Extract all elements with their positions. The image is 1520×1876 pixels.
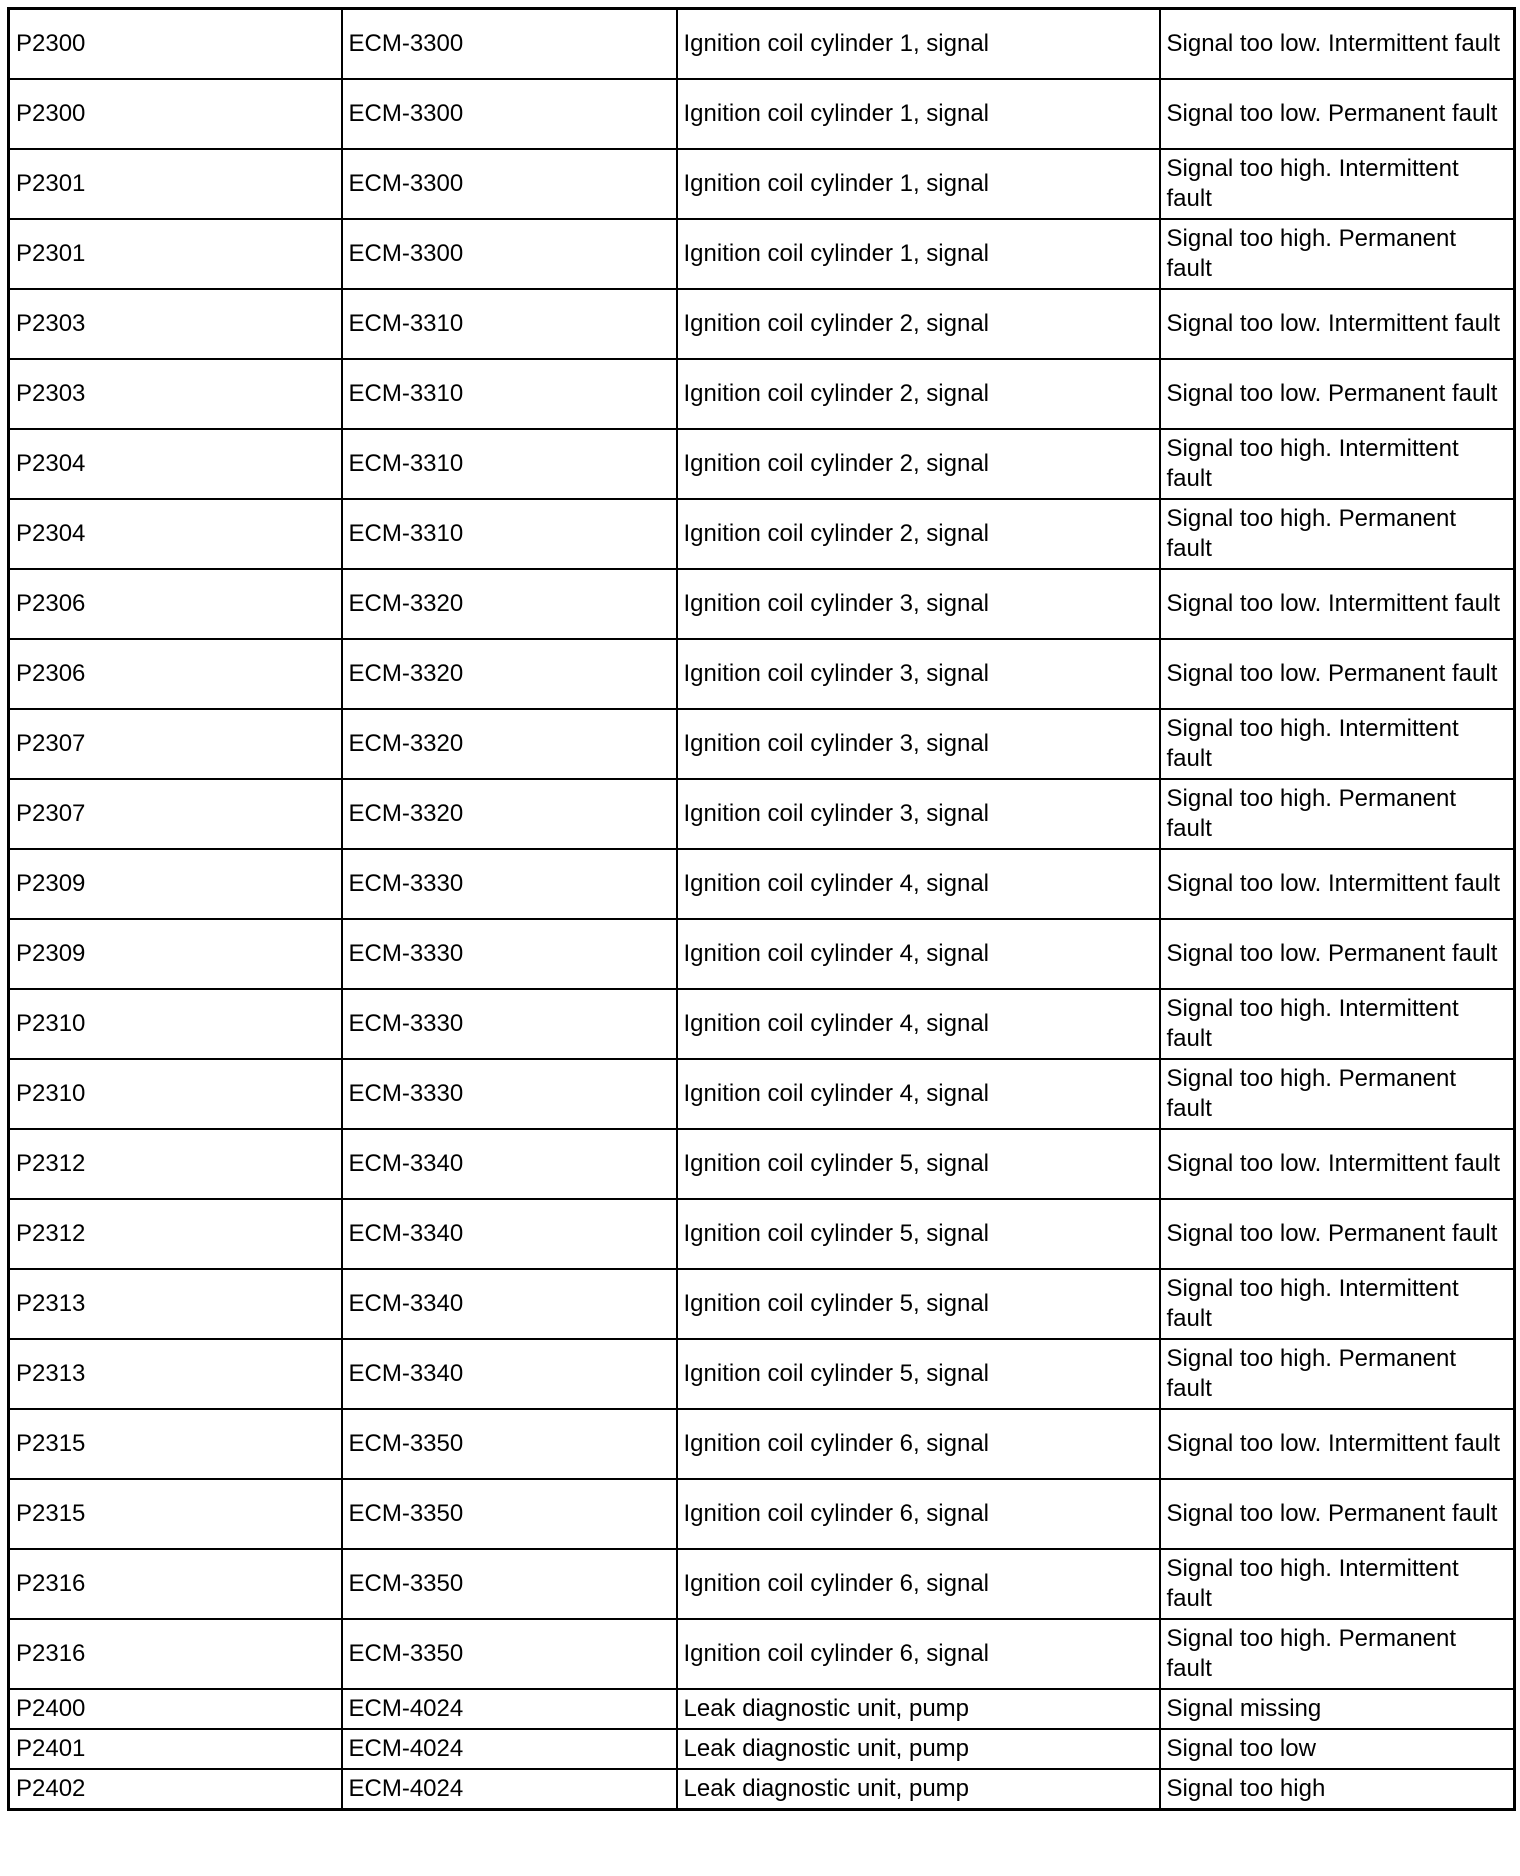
dtc-code-cell: P2312 bbox=[9, 1129, 342, 1199]
fault-description-cell: Signal too high. Intermittent fault bbox=[1160, 429, 1515, 499]
fault-description-cell: Signal too high. Permanent fault bbox=[1160, 1339, 1515, 1409]
component-cell: Ignition coil cylinder 4, signal bbox=[677, 849, 1160, 919]
dtc-code-cell: P2301 bbox=[9, 149, 342, 219]
component-cell: Ignition coil cylinder 6, signal bbox=[677, 1619, 1160, 1689]
table-row bbox=[9, 1269, 1515, 1339]
dtc-code-cell: P2313 bbox=[9, 1339, 342, 1409]
ecm-code-cell: ECM-3300 bbox=[342, 9, 677, 80]
table-row bbox=[9, 709, 1515, 779]
table-row bbox=[9, 1729, 1515, 1769]
table-row bbox=[9, 1769, 1515, 1810]
ecm-code-cell: ECM-3340 bbox=[342, 1199, 677, 1269]
ecm-code-cell: ECM-3300 bbox=[342, 219, 677, 289]
table-row bbox=[9, 639, 1515, 709]
table-row bbox=[9, 499, 1515, 569]
table-row bbox=[9, 1199, 1515, 1269]
ecm-code-cell: ECM-3300 bbox=[342, 149, 677, 219]
component-cell: Ignition coil cylinder 5, signal bbox=[677, 1339, 1160, 1409]
dtc-code-cell: P2312 bbox=[9, 1199, 342, 1269]
dtc-code-cell: P2307 bbox=[9, 709, 342, 779]
fault-description-cell: Signal too high. Permanent fault bbox=[1160, 1059, 1515, 1129]
ecm-code-cell: ECM-3340 bbox=[342, 1129, 677, 1199]
fault-description-cell: Signal too low. Intermittent fault bbox=[1160, 1409, 1515, 1479]
ecm-code-cell: ECM-3350 bbox=[342, 1549, 677, 1619]
fault-description-cell: Signal too low. Permanent fault bbox=[1160, 1199, 1515, 1269]
table-row bbox=[9, 1619, 1515, 1689]
ecm-code-cell: ECM-3310 bbox=[342, 429, 677, 499]
dtc-code-cell: P2307 bbox=[9, 779, 342, 849]
fault-description-cell: Signal too high. Intermittent fault bbox=[1160, 1549, 1515, 1619]
fault-description-cell: Signal too high. Permanent fault bbox=[1160, 1619, 1515, 1689]
dtc-code-cell: P2309 bbox=[9, 919, 342, 989]
table-row bbox=[9, 849, 1515, 919]
component-cell: Ignition coil cylinder 3, signal bbox=[677, 709, 1160, 779]
ecm-code-cell: ECM-4024 bbox=[342, 1729, 677, 1769]
ecm-code-cell: ECM-3300 bbox=[342, 79, 677, 149]
table-row bbox=[9, 1549, 1515, 1619]
component-cell: Leak diagnostic unit, pump bbox=[677, 1689, 1160, 1729]
ecm-code-cell: ECM-3310 bbox=[342, 289, 677, 359]
ecm-code-cell: ECM-3320 bbox=[342, 569, 677, 639]
fault-description-cell: Signal too low. Permanent fault bbox=[1160, 79, 1515, 149]
dtc-code-cell: P2309 bbox=[9, 849, 342, 919]
ecm-code-cell: ECM-3330 bbox=[342, 1059, 677, 1129]
table-row bbox=[9, 919, 1515, 989]
table-row bbox=[9, 219, 1515, 289]
ecm-code-cell: ECM-3310 bbox=[342, 359, 677, 429]
ecm-code-cell: ECM-3320 bbox=[342, 709, 677, 779]
table-row bbox=[9, 79, 1515, 149]
table-row bbox=[9, 989, 1515, 1059]
fault-description-cell: Signal too low. Intermittent fault bbox=[1160, 849, 1515, 919]
component-cell: Ignition coil cylinder 5, signal bbox=[677, 1199, 1160, 1269]
table-row bbox=[9, 429, 1515, 499]
table-row bbox=[9, 289, 1515, 359]
component-cell: Ignition coil cylinder 2, signal bbox=[677, 429, 1160, 499]
fault-description-cell: Signal too low bbox=[1160, 1729, 1515, 1769]
fault-description-cell: Signal too low. Intermittent fault bbox=[1160, 1129, 1515, 1199]
component-cell: Ignition coil cylinder 2, signal bbox=[677, 289, 1160, 359]
fault-description-cell: Signal too high. Permanent fault bbox=[1160, 779, 1515, 849]
component-cell: Leak diagnostic unit, pump bbox=[677, 1729, 1160, 1769]
component-cell: Ignition coil cylinder 3, signal bbox=[677, 639, 1160, 709]
ecm-code-cell: ECM-3320 bbox=[342, 779, 677, 849]
dtc-code-cell: P2304 bbox=[9, 499, 342, 569]
fault-description-cell: Signal missing bbox=[1160, 1689, 1515, 1729]
ecm-code-cell: ECM-4024 bbox=[342, 1689, 677, 1729]
table-row bbox=[9, 1129, 1515, 1199]
component-cell: Ignition coil cylinder 6, signal bbox=[677, 1479, 1160, 1549]
ecm-code-cell: ECM-3350 bbox=[342, 1619, 677, 1689]
dtc-code-cell: P2402 bbox=[9, 1769, 342, 1810]
dtc-code-cell: P2300 bbox=[9, 9, 342, 80]
dtc-code-cell: P2315 bbox=[9, 1479, 342, 1549]
ecm-code-cell: ECM-3340 bbox=[342, 1339, 677, 1409]
dtc-code-cell: P2315 bbox=[9, 1409, 342, 1479]
dtc-table bbox=[7, 7, 1516, 1811]
component-cell: Ignition coil cylinder 6, signal bbox=[677, 1549, 1160, 1619]
dtc-table-body bbox=[9, 9, 1515, 1810]
dtc-code-cell: P2300 bbox=[9, 79, 342, 149]
component-cell: Ignition coil cylinder 3, signal bbox=[677, 779, 1160, 849]
component-cell: Ignition coil cylinder 4, signal bbox=[677, 919, 1160, 989]
component-cell: Ignition coil cylinder 1, signal bbox=[677, 219, 1160, 289]
fault-description-cell: Signal too high. Permanent fault bbox=[1160, 219, 1515, 289]
dtc-code-cell: P2310 bbox=[9, 989, 342, 1059]
ecm-code-cell: ECM-3350 bbox=[342, 1409, 677, 1479]
fault-description-cell: Signal too low. Permanent fault bbox=[1160, 919, 1515, 989]
ecm-code-cell: ECM-3350 bbox=[342, 1479, 677, 1549]
ecm-code-cell: ECM-3340 bbox=[342, 1269, 677, 1339]
table-row bbox=[9, 1689, 1515, 1729]
fault-description-cell: Signal too high. Permanent fault bbox=[1160, 499, 1515, 569]
ecm-code-cell: ECM-4024 bbox=[342, 1769, 677, 1810]
component-cell: Ignition coil cylinder 5, signal bbox=[677, 1269, 1160, 1339]
dtc-code-cell: P2401 bbox=[9, 1729, 342, 1769]
fault-description-cell: Signal too low. Permanent fault bbox=[1160, 639, 1515, 709]
table-row bbox=[9, 1409, 1515, 1479]
table-row bbox=[9, 1479, 1515, 1549]
dtc-code-cell: P2306 bbox=[9, 639, 342, 709]
component-cell: Ignition coil cylinder 3, signal bbox=[677, 569, 1160, 639]
component-cell: Ignition coil cylinder 4, signal bbox=[677, 989, 1160, 1059]
dtc-code-cell: P2301 bbox=[9, 219, 342, 289]
ecm-code-cell: ECM-3320 bbox=[342, 639, 677, 709]
dtc-code-cell: P2310 bbox=[9, 1059, 342, 1129]
dtc-code-cell: P2316 bbox=[9, 1549, 342, 1619]
ecm-code-cell: ECM-3310 bbox=[342, 499, 677, 569]
component-cell: Ignition coil cylinder 4, signal bbox=[677, 1059, 1160, 1129]
fault-description-cell: Signal too high. Intermittent fault bbox=[1160, 989, 1515, 1059]
dtc-code-cell: P2303 bbox=[9, 359, 342, 429]
dtc-code-cell: P2303 bbox=[9, 289, 342, 359]
component-cell: Ignition coil cylinder 1, signal bbox=[677, 79, 1160, 149]
fault-description-cell: Signal too low. Permanent fault bbox=[1160, 359, 1515, 429]
table-row bbox=[9, 359, 1515, 429]
component-cell: Ignition coil cylinder 2, signal bbox=[677, 499, 1160, 569]
ecm-code-cell: ECM-3330 bbox=[342, 849, 677, 919]
table-row bbox=[9, 9, 1515, 80]
table-row bbox=[9, 569, 1515, 639]
ecm-code-cell: ECM-3330 bbox=[342, 989, 677, 1059]
fault-description-cell: Signal too low. Permanent fault bbox=[1160, 1479, 1515, 1549]
dtc-code-cell: P2313 bbox=[9, 1269, 342, 1339]
fault-description-cell: Signal too low. Intermittent fault bbox=[1160, 9, 1515, 80]
component-cell: Ignition coil cylinder 5, signal bbox=[677, 1129, 1160, 1199]
table-row bbox=[9, 1339, 1515, 1409]
fault-description-cell: Signal too high bbox=[1160, 1769, 1515, 1810]
fault-description-cell: Signal too high. Intermittent fault bbox=[1160, 709, 1515, 779]
component-cell: Ignition coil cylinder 6, signal bbox=[677, 1409, 1160, 1479]
component-cell: Ignition coil cylinder 1, signal bbox=[677, 9, 1160, 80]
fault-description-cell: Signal too low. Intermittent fault bbox=[1160, 289, 1515, 359]
table-row bbox=[9, 1059, 1515, 1129]
ecm-code-cell: ECM-3330 bbox=[342, 919, 677, 989]
fault-description-cell: Signal too high. Intermittent fault bbox=[1160, 149, 1515, 219]
table-row bbox=[9, 149, 1515, 219]
component-cell: Ignition coil cylinder 1, signal bbox=[677, 149, 1160, 219]
component-cell: Leak diagnostic unit, pump bbox=[677, 1769, 1160, 1810]
component-cell: Ignition coil cylinder 2, signal bbox=[677, 359, 1160, 429]
dtc-code-cell: P2400 bbox=[9, 1689, 342, 1729]
table-row bbox=[9, 779, 1515, 849]
dtc-code-cell: P2304 bbox=[9, 429, 342, 499]
dtc-code-cell: P2316 bbox=[9, 1619, 342, 1689]
fault-description-cell: Signal too low. Intermittent fault bbox=[1160, 569, 1515, 639]
dtc-code-cell: P2306 bbox=[9, 569, 342, 639]
fault-description-cell: Signal too high. Intermittent fault bbox=[1160, 1269, 1515, 1339]
